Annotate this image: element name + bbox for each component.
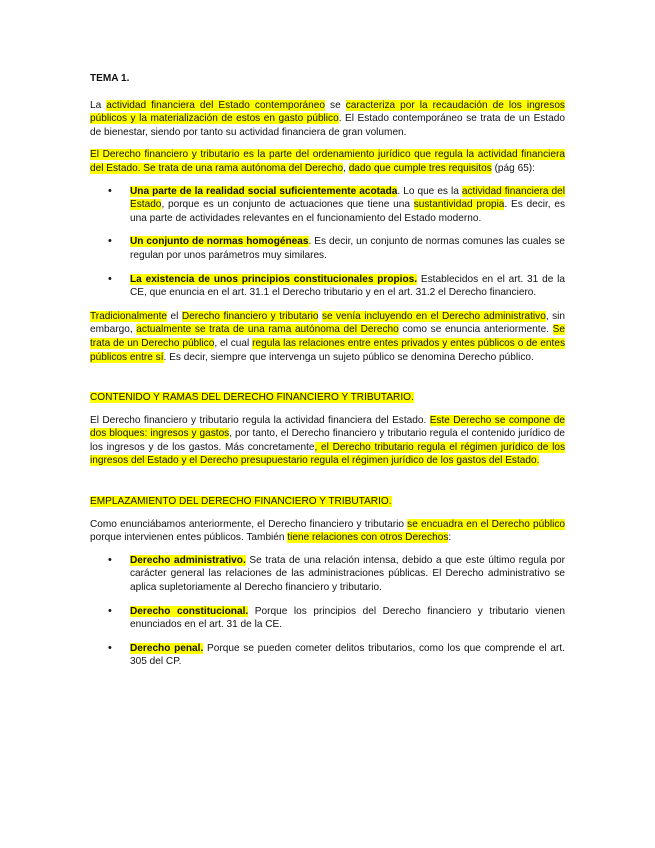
highlight-span: EMPLAZAMIENTO DEL DERECHO FINANCIERO Y TRIBUTARIO. <box>90 496 392 508</box>
text-span: El Derecho financiero y tributario regula la actividad financiera del Estado. <box>90 414 430 426</box>
highlight-span: CONTENIDO Y RAMAS DEL DERECHO FINANCIERO Y TRIBUTARIO. <box>90 392 414 404</box>
highlight-span: Derecho constitucional. <box>130 605 249 617</box>
text-span: Como enunciábamos anteriormente, el Derecho financiero y tributario <box>90 518 408 530</box>
highlight-span: Un conjunto de normas homogéneas <box>130 236 309 248</box>
text-span: , por tanto, el Derecho financiero y tributario regula el contenido jurídico de los ingresos y de los gastos. Más concretamente <box>90 428 565 453</box>
bullet-icon: • <box>108 235 112 248</box>
text-span: Establecidos en el art. 31 de la CE, que enuncia en el art. 31.1 el Derecho tributario y en el art. 31.2 el Derecho financiero. <box>130 273 565 299</box>
highlight-span: actualmente se trata de una rama autónoma del Derecho <box>136 324 399 336</box>
text-span: se <box>325 99 346 111</box>
text-span: (pág 65): <box>491 162 535 174</box>
highlight-span: Una parte de la realidad social suficientemente acotada <box>130 185 398 197</box>
bullet-icon: • <box>108 553 112 566</box>
requirements-list <box>90 185 565 300</box>
paragraph-tradition <box>90 310 565 364</box>
highlight-span: caracteriza por la recaudación de los ingresos públicos y la materialización de estos en gasto público <box>90 99 565 125</box>
text-span: porque intervienen entes públicos. También <box>90 532 288 544</box>
paragraph-content <box>90 414 565 468</box>
highlight-span: Derecho administrativo. <box>130 554 246 566</box>
list-item <box>90 605 565 632</box>
bullet-icon: • <box>108 184 112 197</box>
list-item <box>90 235 565 262</box>
text-span: . El Estado contemporáneo se trata de un Estado de bienestar, siendo por tanto su actividad financiera de gran volumen. <box>90 113 565 138</box>
spacer <box>90 373 565 391</box>
paragraph-intro <box>90 99 565 140</box>
highlight-span: se venía incluyendo en el Derecho administrativo <box>321 310 546 322</box>
list-item <box>90 642 565 669</box>
document-title: TEMA 1. <box>90 73 130 84</box>
highlight-span: se encuadra en el Derecho público <box>407 518 565 530</box>
text-span: , sin embargo, <box>90 310 565 336</box>
section-heading <box>90 391 565 405</box>
text-span: como se enuncia anteriormente. <box>398 324 553 336</box>
paragraph-definition <box>90 148 565 175</box>
list-item <box>90 273 565 300</box>
highlight-span: Derecho penal. <box>130 642 204 654</box>
bullet-icon: • <box>108 641 112 654</box>
bullet-icon: • <box>108 272 112 285</box>
text-span: Se trata de una relación intensa, debido a que este último regula por carácter general las relaciones de las administraciones públicas. El Derecho administrativo se aplica supletoriamente al Derecho financiero y tributario. <box>130 554 565 594</box>
text-span: . Es decir, un conjunto de normas comunes las cuales se regulan por unos parámetros muy similares. <box>130 236 565 261</box>
highlight-span: Este Derecho se compone de dos bloques: ingresos y gastos <box>90 414 565 440</box>
highlight-span: El Derecho financiero y tributario es la parte del ordenamiento jurídico que regula la actividad financiera del Estado. Se trata de una rama autónoma del Derecho <box>90 149 565 174</box>
text-span: , <box>343 162 349 174</box>
highlight-span: dado que cumple tres requisitos <box>348 162 492 174</box>
bullet-icon: • <box>108 604 112 617</box>
highlight-span: Tradicionalmente <box>90 310 168 322</box>
highlight-span: , el Derecho tributario regula el régimen jurídico de los ingresos del Estado y el Derecho presupuestario regula el régimen jurídico de los gastos del Estado. <box>90 441 566 467</box>
spacer <box>90 477 565 495</box>
highlight-span: Se trata de un Derecho público <box>90 324 565 349</box>
highlight-span: La existencia de unos principios constitucionales propios. <box>130 273 418 285</box>
text-span: el <box>167 310 182 322</box>
text-span: . Lo que es la <box>397 185 462 197</box>
highlight-span: tiene relaciones con otros Derechos <box>287 532 449 544</box>
highlight-span: sustantividad propia <box>413 199 505 211</box>
list-item <box>90 554 565 595</box>
highlight-span: actividad financiera del Estado contemporáneo <box>106 99 326 111</box>
highlight-span: actividad financiera del Estado <box>130 185 565 211</box>
text-span: : <box>448 532 452 544</box>
highlight-span: Derecho financiero y tributario <box>181 310 319 322</box>
section-heading <box>90 495 565 509</box>
text-span: La <box>90 99 107 111</box>
text-span: . Es decir, siempre que intervenga un sujeto público se denomina Derecho público. <box>163 351 534 363</box>
text-span: , el cual <box>214 337 253 349</box>
related-law-list <box>90 554 565 669</box>
text-span: , porque es un conjunto de actuaciones que tiene una <box>161 199 414 211</box>
highlight-span: regula las relaciones entre entes privados y entes públicos o de entes públicos entre sí <box>90 337 565 363</box>
text-span: Porque los principios del Derecho financiero y tributario vienen enunciados en el art. 31 de la CE. <box>130 605 565 631</box>
text-span: . Es decir, es una parte de actividades relevantes en el funcionamiento del Estado moderno. <box>130 199 566 224</box>
text-span: Porque se pueden cometer delitos tributarios, como los que comprende el art. 305 del CP. <box>130 642 565 668</box>
paragraph-placement <box>90 518 565 545</box>
list-item <box>90 185 565 226</box>
